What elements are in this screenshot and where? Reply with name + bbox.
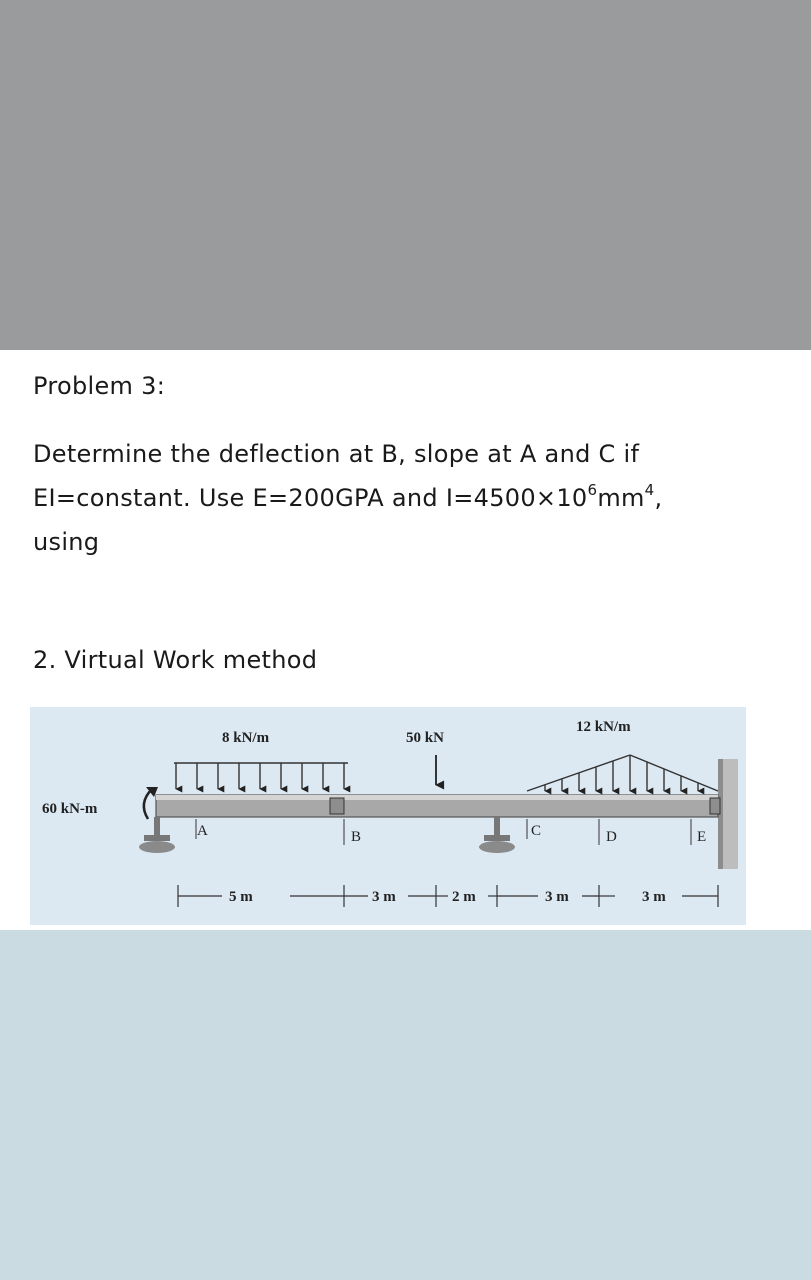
triangular-load-label: 12 kN/m [576, 719, 631, 735]
point-label-E: E [697, 829, 707, 845]
problem-line-2-text: EI=constant. Use E=200GPA and I=4500×10 [33, 484, 588, 512]
point-label-D: D [606, 829, 617, 845]
problem-line-1: Determine the deflection at B, slope at A and C if [33, 440, 640, 468]
exponent-4: 4 [644, 481, 655, 499]
dim-AB: 5 m [229, 889, 253, 905]
moment-label: 60 kN-m [42, 801, 98, 817]
dim-DE: 3 m [642, 889, 666, 905]
problem-line-3: using [33, 528, 100, 556]
problem-content [0, 350, 811, 930]
problem-statement [33, 432, 773, 564]
hinge-B [330, 798, 344, 814]
problem-title: Problem 3: [33, 372, 166, 400]
point-load-label: 50 kN [406, 730, 444, 746]
dim-B-load: 3 m [372, 889, 396, 905]
bottom-band [0, 930, 811, 1280]
problem-line-2 [33, 476, 773, 520]
top-gray-band [0, 0, 811, 350]
udl-label: 8 kN/m [222, 730, 270, 746]
point-label-C: C [531, 823, 542, 839]
problem-line-2-comma: , [654, 484, 663, 512]
dim-CD: 3 m [545, 889, 569, 905]
exponent-6: 6 [587, 481, 598, 499]
unit-mm: mm [597, 484, 645, 512]
point-label-A: A [197, 823, 208, 839]
method-label: 2. Virtual Work method [33, 646, 318, 674]
beam-diagram [30, 707, 746, 925]
dim-load-C: 2 m [452, 889, 476, 905]
point-label-B: B [351, 829, 362, 845]
hinge-E [710, 798, 720, 814]
